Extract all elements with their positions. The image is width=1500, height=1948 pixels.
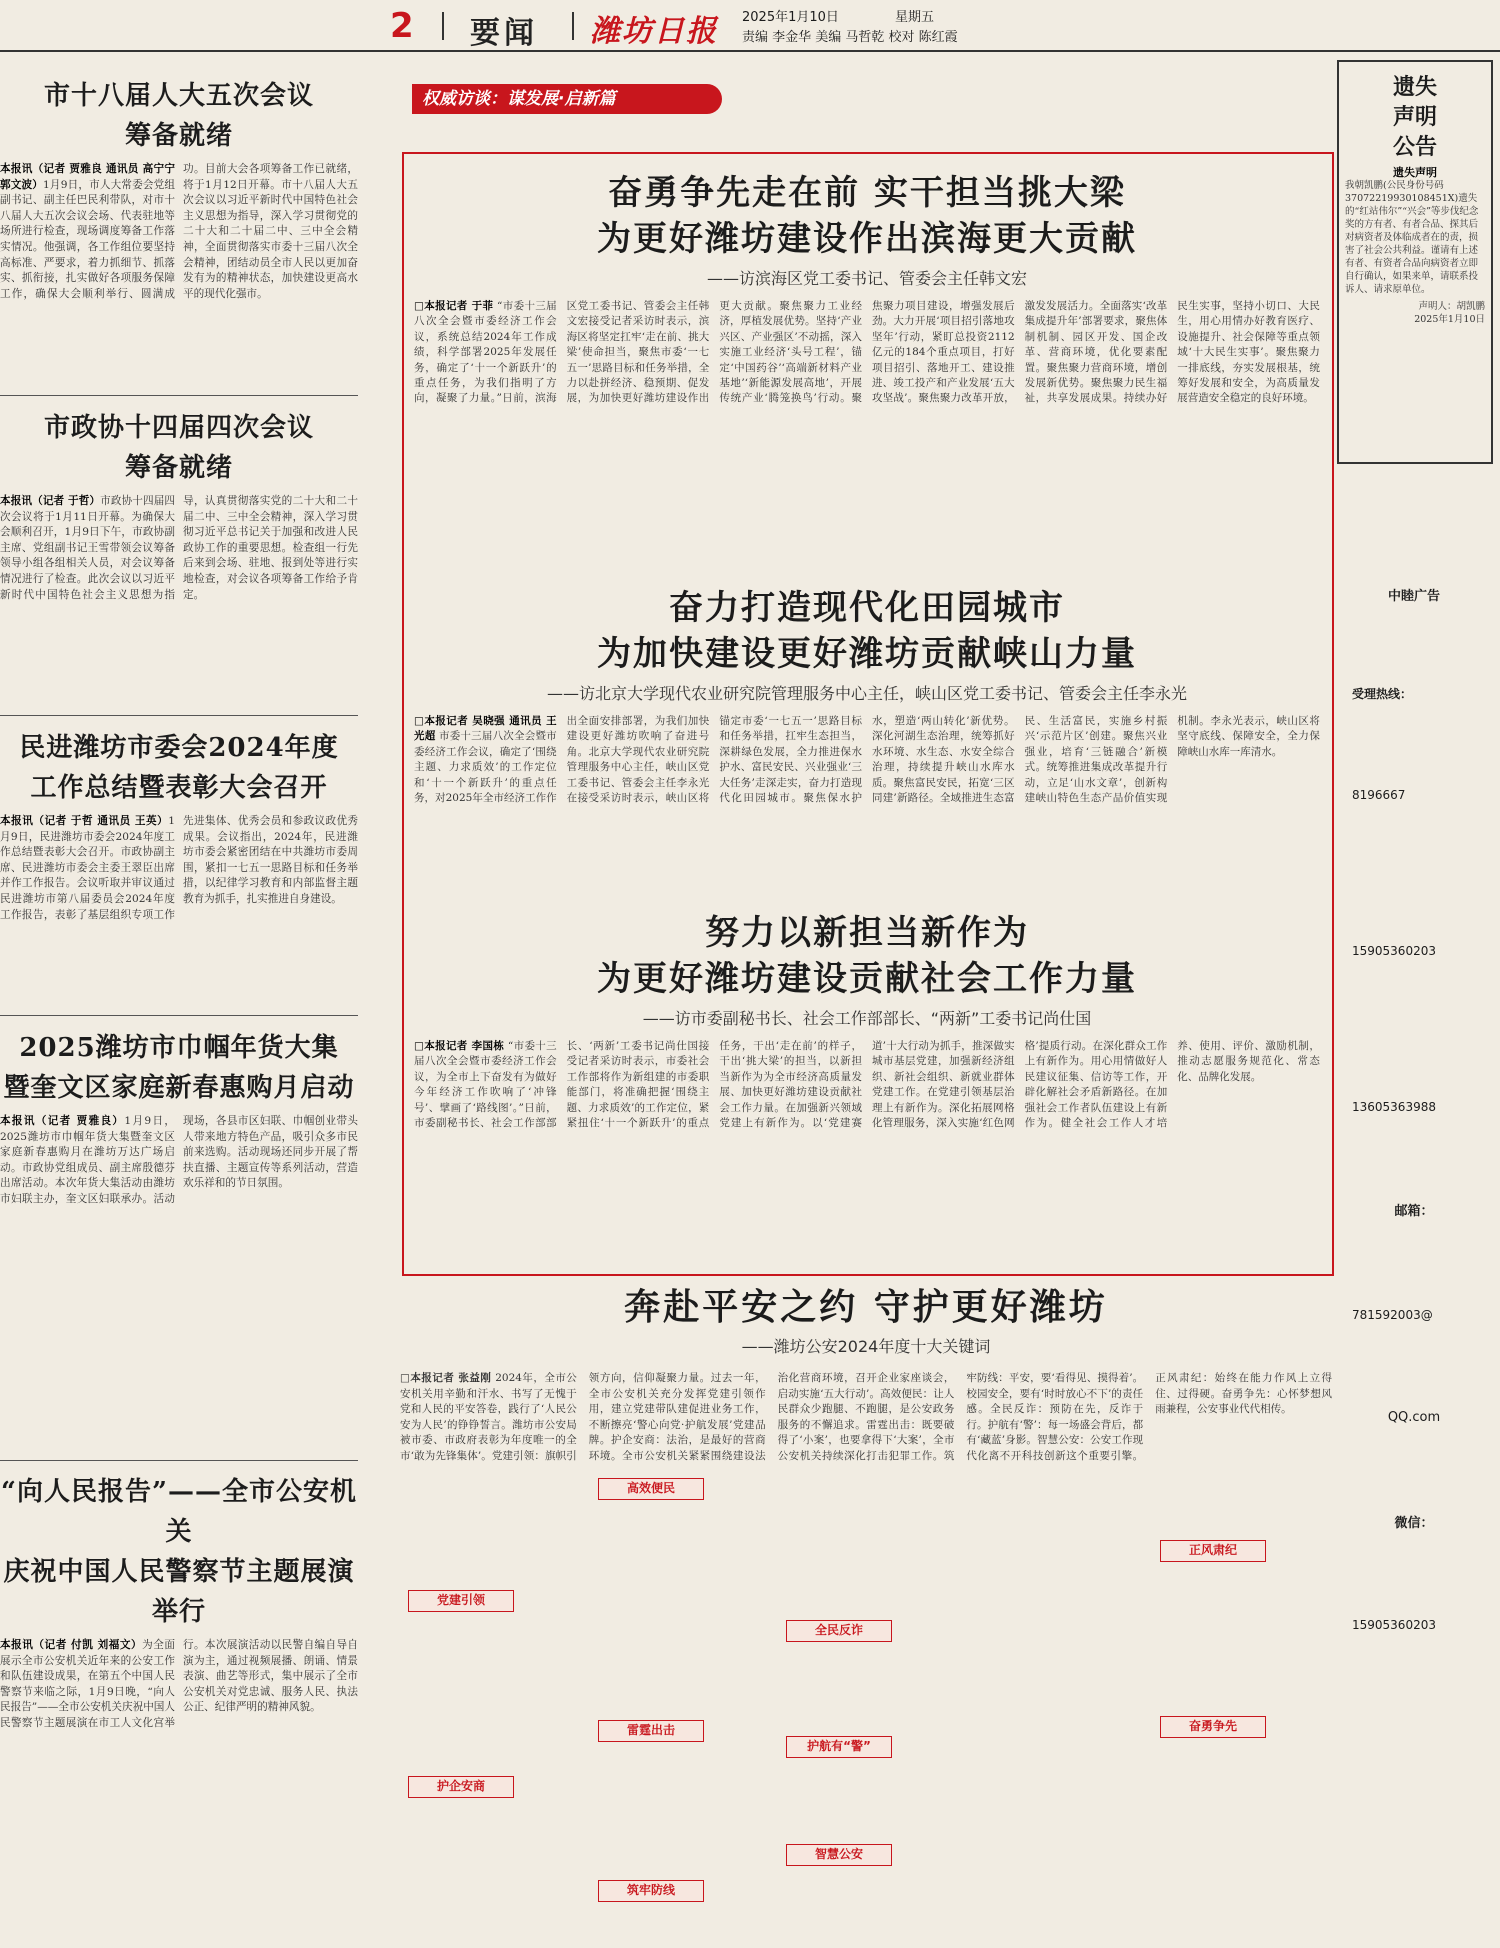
keyword-tag: 奋勇争先 [1160,1716,1266,1738]
article-headline: 奋力打造现代化田园城市 [669,588,1065,628]
article-subtitle: ——访滨海区党工委书记、管委会主任韩文宏 [706,269,1027,288]
lost-notice-box [1337,60,1493,464]
article-subtitle: ——访北京大学现代农业研究院管理服务中心主任，峡山区党工委书记、管委会主任李永光 [546,684,1187,703]
hotline-number: 15905360203 [1352,944,1436,958]
left-story-title: 工作总结暨表彰大会召开 [30,773,328,803]
left-story-1 [0,76,358,302]
article-body: □本报记者 李国栋 “市委十三届八次全会暨市委经济工作会议，为全市上下奋发有为做好今年经济工作吹响了‘冲锋号’、擘画了‘路线图’。”日前，市委副秘书长、社会工作部部长、‘两新’工委书记尚仕国接受记者采访时表示，市委社会工作部将作为新组建的市委职能部门，将准确把握‘围绕主题、力求质效’的工作定位，紧紧扭住‘十一个新跃升’的重点任务，干出‘走在前’的样子，干出‘挑大梁’的担当，以新担当新作为为全市经济高质量发展、加快更好潍坊建设贡献社会工作力量。在加强新兴领域党建上有新作为。以‘党建赛道’十大行动为抓手，推深做实城市基层党建，加强新经济组织、新社会组织、新就业群体党建工作。在党建引领基层治理上有新作为。深化拓展网格化管理服务，深入实施‘红色网格’提质行动。在深化群众工作上有新作为。用心用情做好人民建议征集、信访等工作，开辟化解社会矛盾新路径。在加强社会工作者队伍建设上有新作为。健全社会工作人才培养、使用、评价、激励机制，推动志愿服务规范化、常态化、品牌化发展。 [414,1040,1320,1130]
lost-declaration: 遗失声明 我朝凯鹏(公民身份号码37072219930108451X)遗失的“红站伟尔”“兴会”等步伐纪念奖的方有者、有者合品、探其后对病资者及体临成者在的责，损害了社会公共利益。谨请有上述有者、有资者合品向病资者立即自行确认，如果来单，请联系投诉人、请求原单位。 声明人：胡凯鹏 2025年1月10日 [1345,166,1485,325]
hotline-number: 8196667 [1352,788,1406,802]
email-address: 781592003@ [1352,1308,1433,1322]
police-feature [400,1282,1332,1465]
left-story-title: 民进潍坊市委会2024年度 [19,733,339,763]
wechat-number: 15905360203 [1352,1618,1436,1632]
left-story-5 [0,1472,358,1732]
left-story-title: 筹备就绪 [124,121,233,151]
interview-article-3 [414,910,1320,1131]
hotline-label: 受理热线： [1352,687,1413,701]
paper-brand: 潍坊日报 [590,14,718,49]
left-story-body: 本报讯（记者 于哲）市政协十四届四次会议将于1月11日开幕。为确保大会顺利召开，1月9日下午，市政协副主席、党组副书记王雪带领会议筹备领导小组各组相关人员，对会议筹备情况进行了检查。此次会议以习近平新时代中国特色社会主义思想为指导，认真贯彻落实党的二十大和二十届二中、三中全会精神，深入学习贯彻习近平总书记关于加强和改进人民政协工作的重要思想。检查组一行先后来到会场、驻地、报到处等进行实地检查，对会议各项筹备工作给予肯定。 [0,495,358,601]
interview-article-2 [414,585,1320,806]
left-story-2 [0,408,358,603]
email-domain: QQ.com [1387,1410,1441,1425]
section-name: 要闻 [470,16,538,51]
left-story-body: 本报讯（记者 于哲 通讯员 王英）1月9日，民进潍坊市委会2024年度工作总结暨表彰大会召开。市政协副主席、民进潍坊市委会主委王翠臣出席并作工作报告。会议听取并审议通过民进潍坊市第八届委员会2024年度工作报告，表彰了基层组织专项工作先进集体、优秀会员和参政议政优秀成果。会议指出，2024年，民进潍坊市委会紧密团结在中共潍坊市委周围，紧扣一七五一思路目标和任务举措，以纪律学习教育和内部监督主题教育为抓手，扎实推进自身建设。 [0,815,358,921]
left-story-body: 本报讯（记者 付凯 刘福文）为全面展示全市公安机关近年来的公安工作和队伍建设成果，在第五个中国人民警察节来临之际，1月9日晚，“向人民报告”——全市公安机关庆祝中国人民警察节主题展演在市工人文化宫举行。本次展演活动以民警自编自导自演为主，通过视频展播、朗诵、情景表演、曲艺等形式，集中展示了全市公安机关对党忠诚、服务人民、执法公正、纪律严明的精神风貌。 [0,1639,358,1729]
keyword-tag: 党建引领 [408,1590,514,1612]
article-headline: 为更好潍坊建设作出滨海更大贡献 [597,219,1137,259]
left-story-4 [0,1028,358,1208]
left-story-title: 市十八届人大五次会议 [43,81,314,111]
article-headline: 努力以新担当新作为 [705,913,1029,953]
left-story-title: “向人民报告”——全市公安机关 [1,1477,357,1547]
divider [0,1015,358,1016]
feature-subtitle: ——潍坊公安2024年度十大关键词 [741,1337,991,1356]
divider [0,1460,358,1461]
keyword-tag: 雷霆出击 [598,1720,704,1742]
keyword-tag: 筑牢防线 [598,1880,704,1902]
keyword-tag: 智慧公安 [786,1844,892,1866]
page-number: 2 [390,6,414,46]
left-story-title: 市政协十四届四次会议 [43,413,314,443]
divider [442,12,444,40]
keyword-tag: 全民反诈 [786,1620,892,1642]
interview-banner: 权威访谈：谋发展·启新篇 [412,84,722,114]
keyword-tag: 正风肃纪 [1160,1540,1266,1562]
hotline-number: 13605363988 [1352,1100,1436,1114]
issue-weekday: 星期五 [895,10,935,25]
keyword-tag: 高效便民 [598,1478,704,1500]
divider [572,12,574,40]
left-story-title: 庆祝中国人民警察节主题展演举行 [3,1557,355,1627]
notice-title: 公告 [1392,134,1437,160]
keyword-tag: 护航有“警” [786,1736,892,1758]
interview-article-1 [414,170,1320,407]
left-story-title: 2025潍坊市巾帼年货大集 [19,1033,339,1063]
article-headline: 为更好潍坊建设贡献社会工作力量 [597,959,1137,999]
left-story-title: 筹备就绪 [124,453,233,483]
article-subtitle: ——访市委副秘书长、社会工作部部长、“两新”工委书记尚仕国 [642,1009,1092,1028]
masthead [0,0,1500,52]
email-label: 邮箱： [1394,1204,1434,1219]
ad-agency-name: 中睦广告 [1387,589,1440,604]
notice-title: 遗失 [1392,74,1437,100]
article-body: □本报记者 吴晓强 通讯员 王光超 市委十三届八次全会暨市委经济工作会议，确定了‘围绕主题、力求质效’的工作定位和‘十一个新跃升’的重点任务，对2025年全市经济工作作出全面安排部署，为我们加快建设更好潍坊吹响了奋进号角。北京大学现代农业研究院管理服务中心主任，峡山区党工委书记、管委会主任李永光在接受采访时表示，峡山区将锚定市委‘一七五一’思路目标和任务举措，扛牢生态担当，深耕绿色发展，全力推进保水护水、富民安民、兴业强业‘三大任务’走深走实，奋力打造现代化田园城市。聚焦保水护水，塑造‘两山转化’新优势。深化河湖生态治理，统筹抓好水环境、水生态、水安全综合治理，持续提升峡山水库水质。聚焦富民安民，拓宽‘三区同建’新路径。全域推进生态富民、生活富民，实施乡村振兴‘示范片区’创建。聚焦兴业强业，培育‘三链融合’新模式。统筹推进集成改革提升行动，立足‘山水文章’，创新构建峡山特色生态产品价值实现机制。李永光表示，峡山区将坚守底线、保障安全，全力保障峡山水库一库清水。 [414,715,1320,805]
left-story-title: 暨奎文区家庭新春惠购月启动 [3,1073,355,1103]
keyword-tag: 护企安商 [408,1776,514,1798]
notice-title: 声明 [1392,104,1437,130]
article-body: □本报记者 于菲 “市委十三届八次全会暨市委经济工作会议，系统总结2024年工作成绩，科学部署2025年发展任务，确定了‘十一个新跃升’的重点任务，为我们指明了方向，凝聚了力量。”日前，滨海区党工委书记、管委会主任韩文宏接受记者采访时表示，滨海区将坚定扛牢‘走在前、挑大梁’使命担当，聚焦市委‘一七五一’思路目标和任务举措，全力以赴拼经济、稳预期、促发展，为加快更好潍坊建设作出更大贡献。聚焦聚力工业经济，厚植发展优势。坚持‘产业兴区、产业强区’不动摇，深入实施工业经济‘头号工程’，锚定‘中国药谷’‘高端新材料产业基地’‘新能源发展高地’，开展传统产业‘腾笼换鸟’行动。聚焦聚力项目建设，增强发展后劲。大力开展‘项目招引落地攻坚年’行动，紧盯总投资2112亿元的184个重点项目，打好项目招引、落地开工、建设推进、竣工投产和产业发展‘五大攻坚战’。聚焦聚力改革开放，激发发展活力。全面落实‘改革集成提升年’部署要求，聚焦体制机制、园区开发、国企改革、营商环境，优化要素配置。聚焦聚力营商环境，增创发展新优势。聚焦聚力民生福祉，共享发展成果。持续办好民生实事，坚持小切口、大民生，用心用情办好教育医疗、设施提升、社会保障等重点领域‘十大民生实事’。聚焦聚力一排底线，夯实发展根基，统筹好发展和安全，为高质量发展营造安全稳定的良好环境。 [414,300,1320,405]
article-headline: 为加快建设更好潍坊贡献峡山力量 [597,634,1137,674]
wechat-label: 微信： [1394,1516,1434,1531]
feature-body: □本报记者 张益刚 2024年，全市公安机关用辛勤和汗水、书写了无愧于党和人民的平安答卷，践行了‘人民公安为人民’的铮铮誓言。潍坊市公安局被市委、市政府表彰为年度唯一的全市‘敢为先锋集体’。党建引领：旗帜引领方向，信仰凝聚力量。过去一年，全市公安机关充分发挥党建引领作用，建立党建带队建促进业务工作，不断擦亮‘警心向党·护航发展’党建品牌。护企安商：法治，是最好的营商环境。全市公安机关紧紧围绕建设法治化营商环境，召开企业家座谈会，启动实施‘五大行动’。高效便民：让人民群众少跑腿、不跑腿，是公安政务服务的不懈追求。雷霆出击：既要破得了‘小案’，也要拿得下‘大案’，全市公安机关持续深化打击犯罪工作。筑牢防线：平安，要‘看得见、摸得着’。校园安全，要有‘时时放心不下’的责任感。全民反诈：预防在先，反诈于行。护航有‘警’：每一场盛会背后，都有‘藏蓝’身影。智慧公安：公安工作现代化离不开科技创新这个重要引擎。正风肃纪：始终在能力作风上立得住、过得硬。奋勇争先：心怀梦想风雨兼程，公安事业代代相传。 [400,1372,1332,1462]
left-story-body: 本报讯（记者 贾雅良 通讯员 高宁宁 郭文波）1月9日，市人大常委会党组副书记、副主任巴民利带队，对市十八届人大五次会议会场、代表驻地等场所进行检查，现场调度筹备工作落实情况。他强调，各工作组位要坚持高标准、严要求，着力抓细节、抓落实、抓衔接，扎实做好各项服务保障工作，确保大会顺利举行、圆满成功。目前大会各项筹备工作已就绪，将于1月12日开幕。市十八届人大五次会议以习近平新时代中国特色社会主义思想为指导，深入学习贯彻党的二十大和二十届二中、三中全会精神，全面贯彻落实市委十三届八次全会精神，团结动员全市人民以更加奋发有为的精神状态，加快建设更高水平的现代化强市。 [0,163,358,300]
issue-date: 2025年1月10日 [742,10,839,25]
left-story-3 [0,728,358,923]
divider [0,395,358,396]
article-headline: 奋勇争先走在前 实干担当挑大梁 [608,173,1126,213]
editors-line: 责编 李金华 美编 马哲乾 校对 陈红霞 [742,30,958,45]
divider [0,715,358,716]
left-story-body: 本报讯（记者 贾雅良）1月9日，2025潍坊市巾帼年货大集暨奎文区家庭新春惠购月在潍坊万达广场启动。市政协党组成员、副主席殷德芬出席活动。本次年货大集活动由潍坊市妇联主办，奎文区妇联承办。活动现场，各县市区妇联、巾帼创业带头人带来地方特色产品，吸引众多市民前来选购。活动现场还同步开展了帮扶直播、主题宣传等系列活动，营造欢乐祥和的节日氛围。 [0,1115,358,1205]
feature-headline: 奔赴平安之约 守护更好潍坊 [624,1286,1108,1328]
